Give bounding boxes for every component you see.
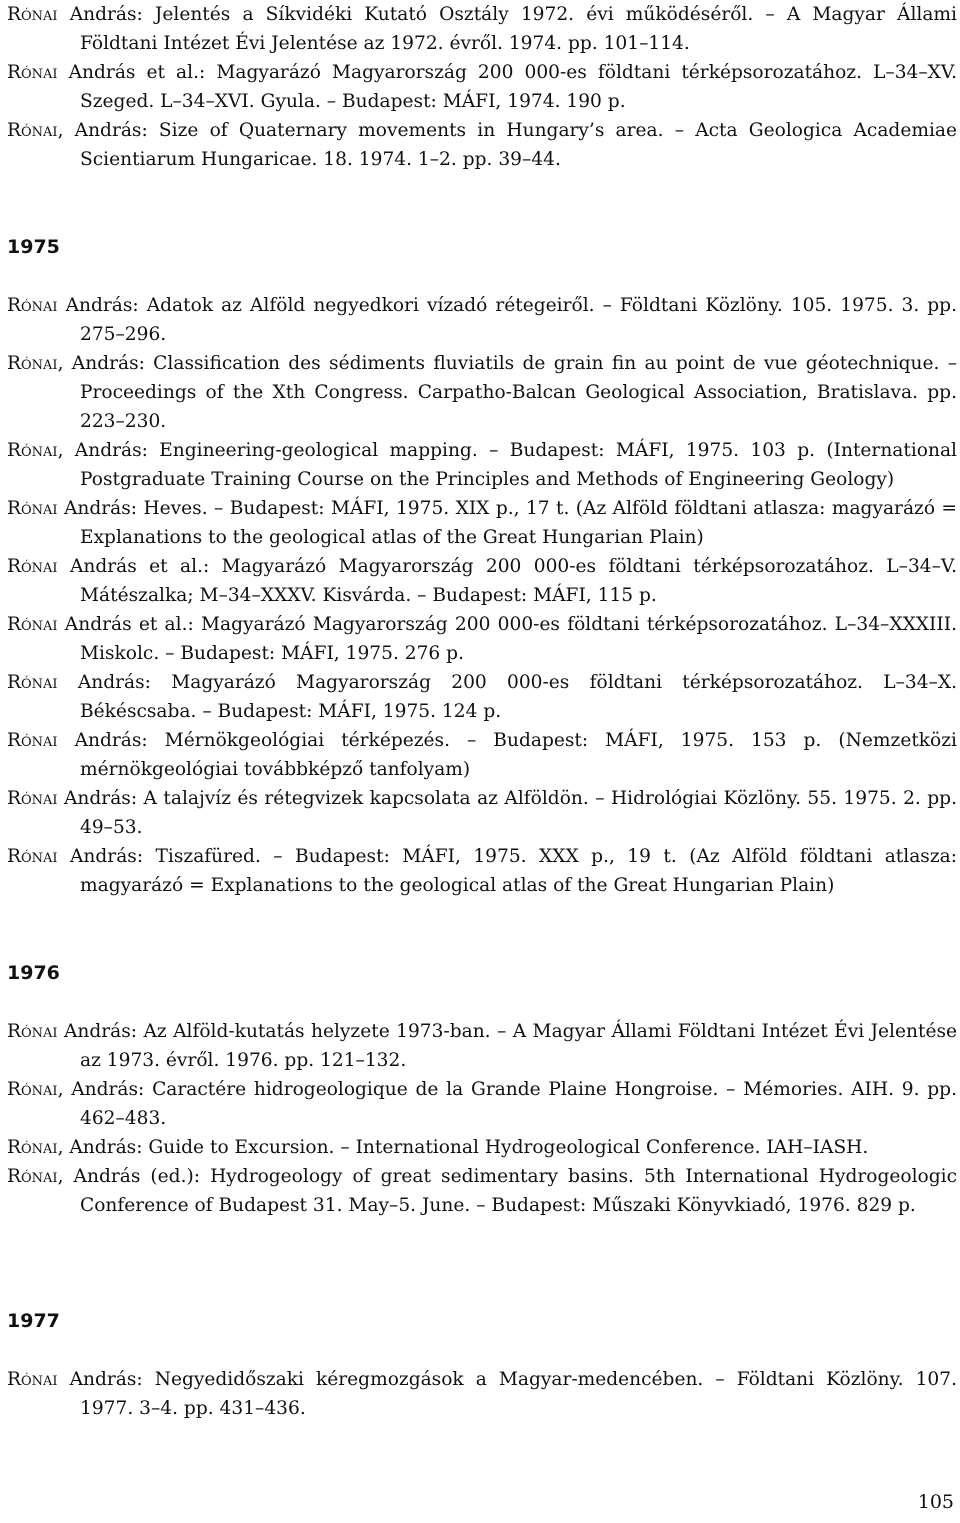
entry-text: András: Jelentés a Síkvidéki Kutató Osztály 1972. évi működéséről. – A Magyar Állami Földtani Intézet Évi Jelentése az 1972. évről. 1974. pp. 101–114. bbox=[57, 4, 957, 54]
entry-author: Rónai bbox=[7, 62, 58, 83]
entry-author: Rónai bbox=[7, 846, 58, 867]
bibliography-entry bbox=[7, 668, 957, 726]
bibliography-entry bbox=[7, 1365, 957, 1423]
entry-author: Rónai bbox=[7, 498, 58, 519]
entry-text: András: A talajvíz és rétegvizek kapcsolata az Alföldön. – Hidrológiai Közlöny. 55. 1975. 2. pp. 49–53. bbox=[57, 788, 957, 838]
entry-author: Rónai bbox=[7, 672, 58, 693]
entry-text: , András (ed.): Hydrogeology of great sedimentary basins. 5th International Hydrogeologic Conference of Budapest 31. May–5. June. – Budapest: Műszaki Könyvkiadó, 1976. 829 p. bbox=[57, 1166, 957, 1216]
entry-text: András: Tiszafüred. – Budapest: MÁFI, 1975. XXX p., 19 t. (Az Alföld földtani atlasza: magyarázó = Explanations to the geological atlas of the Great Hungarian Plain) bbox=[57, 846, 957, 896]
entry-text: András: Mérnökgeológiai térképezés. – Budapest: MÁFI, 1975. 153 p. (Nemzetközi mérnökgeológiai továbbképző tanfolyam) bbox=[57, 730, 957, 780]
bibliography-entry bbox=[7, 610, 957, 668]
bibliography-entry bbox=[7, 291, 957, 349]
section-1974-continued bbox=[7, 0, 957, 174]
entry-author: Rónai bbox=[7, 353, 58, 374]
entry-text: András: Adatok az Alföld negyedkori vízadó rétegeiről. – Földtani Közlöny. 105. 1975. 3. pp. 275–296. bbox=[57, 295, 957, 345]
entry-author: Rónai bbox=[7, 440, 58, 461]
year-heading: 1975 bbox=[7, 236, 60, 258]
entry-text: , András: Guide to Excursion. – International Hydrogeological Conference. IAH–IASH. bbox=[57, 1137, 869, 1158]
bibliography-entry bbox=[7, 116, 957, 174]
bibliography-entry bbox=[7, 349, 957, 436]
entry-text: András: Magyarázó Magyarország 200 000-es földtani térképsorozatához. L–34–X. Békéscsaba. – Budapest: MÁFI, 1975. 124 p. bbox=[57, 672, 957, 722]
entry-text: András: Az Alföld-kutatás helyzete 1973-ban. – A Magyar Állami Földtani Intézet Évi Jelentése az 1973. évről. 1976. pp. 121–132. bbox=[57, 1021, 957, 1071]
entry-text: András: Negyedidőszaki kéregmozgások a Magyar-medencében. – Földtani Közlöny. 107. 1977. 3–4. pp. 431–436. bbox=[57, 1369, 957, 1419]
entry-author: Rónai bbox=[7, 788, 58, 809]
entry-author: Rónai bbox=[7, 4, 58, 25]
bibliography-entry bbox=[7, 552, 957, 610]
bibliography-entry bbox=[7, 436, 957, 494]
bibliography-entry bbox=[7, 784, 957, 842]
entry-text: András et al.: Magyarázó Magyarország 200 000-es földtani térképsorozatához. L–34–XXXIII. Miskolc. – Budapest: MÁFI, 1975. 276 p. bbox=[57, 614, 957, 664]
entry-author: Rónai bbox=[7, 1166, 58, 1187]
bibliography-entry bbox=[7, 1133, 957, 1162]
year-heading: 1976 bbox=[7, 962, 60, 984]
section-1977 bbox=[7, 1307, 957, 1423]
entry-text: András et al.: Magyarázó Magyarország 200 000-es földtani térképsorozatához. L–34–XV. Szeged. L–34–XVI. Gyula. – Budapest: MÁFI, 1974. 190 p. bbox=[57, 62, 957, 112]
entry-author: Rónai bbox=[7, 1021, 58, 1042]
bibliography-entry bbox=[7, 1017, 957, 1075]
entry-text: , András: Size of Quaternary movements in Hungary’s area. – Acta Geologica Academiae Scientiarum Hungaricae. 18. 1974. 1–2. pp. 39–44. bbox=[57, 120, 957, 170]
bibliography-entry bbox=[7, 0, 957, 58]
bibliography-entry bbox=[7, 842, 957, 900]
entry-text: András et al.: Magyarázó Magyarország 200 000-es földtani térképsorozatához. L–34–V. Mátészalka; M–34–XXXV. Kisvárda. – Budapest: MÁFI, 115 p. bbox=[57, 556, 957, 606]
year-heading: 1977 bbox=[7, 1310, 60, 1332]
entry-author: Rónai bbox=[7, 1137, 58, 1158]
page-number: 105 bbox=[917, 1491, 954, 1513]
entry-author: Rónai bbox=[7, 1079, 58, 1100]
entry-author: Rónai bbox=[7, 730, 58, 751]
bibliography-entry bbox=[7, 1075, 957, 1133]
section-1975 bbox=[7, 233, 957, 900]
entry-text: , András: Engineering-geological mapping. – Budapest: MÁFI, 1975. 103 p. (International Postgraduate Training Course on the Principles and Methods of Engineering Geology) bbox=[57, 440, 957, 490]
entry-author: Rónai bbox=[7, 1369, 58, 1390]
entry-author: Rónai bbox=[7, 295, 58, 316]
bibliography-entry bbox=[7, 1162, 957, 1220]
entry-author: Rónai bbox=[7, 614, 58, 635]
entry-text: András: Heves. – Budapest: MÁFI, 1975. XIX p., 17 t. (Az Alföld földtani atlasza: magyarázó = Explanations to the geological atlas of the Great Hungarian Plain) bbox=[57, 498, 957, 548]
entry-author: Rónai bbox=[7, 120, 58, 141]
bibliography-entry bbox=[7, 58, 957, 116]
entry-author: Rónai bbox=[7, 556, 58, 577]
entry-text: , András: Classification des sédiments fluviatils de grain fin au point de vue géotechnique. – Proceedings of the Xth Congress. Carpatho-Balcan Geological Association, Bratislava. pp. 223–230. bbox=[57, 353, 957, 432]
bibliography-entry bbox=[7, 494, 957, 552]
section-1976 bbox=[7, 959, 957, 1220]
entry-text: , András: Caractére hidrogeologique de la Grande Plaine Hongroise. – Mémories. AIH. 9. pp. 462–483. bbox=[57, 1079, 957, 1129]
bibliography-entry bbox=[7, 726, 957, 784]
